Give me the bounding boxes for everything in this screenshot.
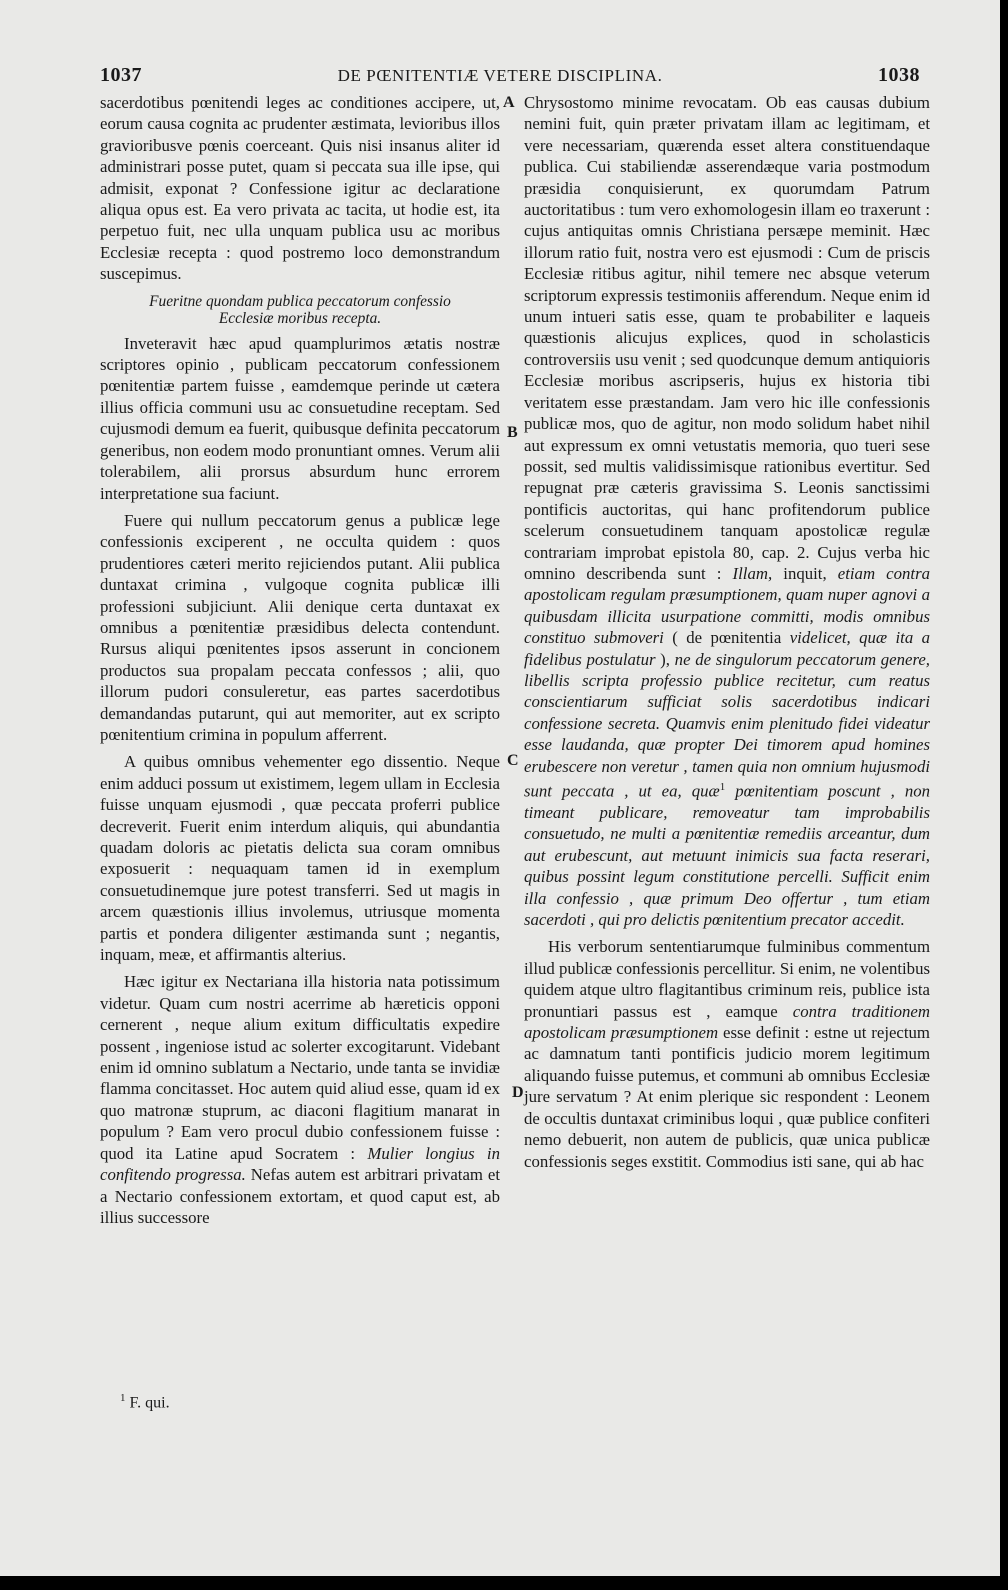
footnote-number: 1 <box>120 1392 126 1404</box>
right-paragraph-1 <box>524 92 930 930</box>
right-paragraph-2-part-b: esse definit : estne ut rejectum ac damnatum tanti pontificis judicio morem legitimum aliquando fuisse putemus, et communi ab omnibus Ecclesiæ jure servatum ? At enim plerique sic respondent : Leonem de occultis duntaxat criminibus loqui , quæ publice confiteri nemo debuerit, non autem de publicis, quæ unica publicæ confessionis seges exstitit. Commodius isti sane, qui ab hac <box>524 1023 930 1171</box>
footnote-ref: 1 <box>719 781 726 793</box>
right-column <box>524 92 930 1172</box>
margin-marker-b: B <box>507 424 518 441</box>
section-heading <box>100 293 500 327</box>
leo-quote-2: etiam contra apostolicam regulam præsumptionem, quam nuper agnovi a quibusdam illicita usurpatione committi, modis omnibus constituo submoveri <box>524 563 930 648</box>
leo-quote-1: Illam, <box>732 563 773 583</box>
socrates-quote: Mulier longius in confitendo progressa. <box>100 1143 500 1185</box>
leo-quote-5: pœnitentiam poscunt , non timeant publicare, removeatur tam improbabilis consuetudo, ne multi a pœnitentiæ remediis arceantur, dum aut erubescunt, aut metuunt inimicis sua facta reserari, quibus possint legum constitutione percelli. Sufficit enim illa confessio , quæ primum Deo offertur , tum etiam sacerdoti , qui pro delictis pœnitentium precator accedit. <box>524 781 931 930</box>
margin-marker-d: D <box>512 1084 524 1101</box>
section-heading-line-1: Fueritne quondam publica peccatorum confessio <box>149 292 451 310</box>
leo-quote-inquit: inquit, <box>772 563 838 583</box>
right-paragraph-2-part-a: His verborum sententiarumque fulminibus commentum illud publicæ confessionis percellitur. Si enim, ne volentibus quidem atque ultro flagitantibus criminum reis, publice ista pronuntiari passus est , eamque <box>524 937 930 1021</box>
running-title: DE PŒNITENTIÆ VETERE DISCIPLINA. <box>337 66 663 85</box>
right-paragraph-1-text: Chrysostomo minime revocatam. Ob eas causas dubium nemini fuit, quin præter privatam illam ac legitimam, et vere necessariam, quærenda esset altera constituendaque publica. Cui stabiliendæ asserendæque varia postmodum præsidia conquisierunt, ex quorumdam Patrum auctoritatibus : tum vero exhomologesin illam eo traxerunt : cujus antiquitas omnis Christiana persæpe meminit. Hæc illorum ratio fuit, nostra vero est ejusmodi : Cum de priscis Ecclesiæ ritibus agitur, nihil temere nec absque veterum scriptorum expressis testimoniis afferendum. Neque enim id unum intueri satis esse, quam te probabiliter e laqueis quæstionis alicujus explices, quod in scholasticis controversiis usu venit ; sed quodcunque demum antiquioris Ecclesiæ moribus ascripseris, hujus ex historia tibi veritatem esse præstandam. Jam vero hic ille confessionis publicæ mos, quo de agitur, non modo solidum habet nihil aut expressum ex omni vetustatis memoria, quo tueri sese possit, sed multis validissimisque rationibus evertitur. Sed repugnat præ cæteris gravissima S. Leonis sanctissimi pontificis auctoritas, qui hanc profitendorum publice scelerum consuetudinem tanquam apostolicæ regulæ contrariam improbat epistola 80, cap. 2. Cujus verba hic omnino describenda sunt : <box>524 93 930 583</box>
footnote <box>120 1392 170 1412</box>
running-header <box>0 62 1000 86</box>
page-number-right: 1038 <box>878 64 920 86</box>
left-paragraph-1: sacerdotibus pœnitendi leges ac conditiones accipere, ut, eorum causa cognita ac prudenter æstimata, levioribus illos gravioribusve pœnis coerceant. Quis nisi insanus aliter id administrari posse putet, quam si peccata sua ille ipse, qui admisit, exponat ? Confessione igitur ac declaratione aliqua opus est. Ea vero privata ac tacita, ut hodie est, ita perpetuo fuit, nec ulla unquam publica usu ac moribus Ecclesiæ recepta : quod postremo loco demonstrandum suscepimus. <box>100 93 500 284</box>
right-paragraph-2 <box>524 936 930 1171</box>
apostolic-tradition-phrase: contra traditionem apostolicam præsumptionem <box>524 1001 930 1043</box>
leo-quote-4: ne de singulorum peccatorum genere, libellis scripta professio publice recitetur, cum reatus conscientiarum sufficiat solis sacerdotibus indicari confessione secreta. Quamvis enim plenitudo fidei videatur esse laudanda, quæ propter Dei timorem apud homines erubescere non veretur , tamen quia non omnium hujusmodi sunt peccata , ut ea, quæ <box>524 649 931 801</box>
margin-marker-c: C <box>507 752 519 769</box>
leo-quote-3: videlicet, quæ ita a fidelibus postulatur <box>524 628 931 669</box>
leo-paren-open: ( de pœnitentia <box>663 628 790 648</box>
page-number-left: 1037 <box>100 64 142 86</box>
left-paragraph-5-part-a: Hæc igitur ex Nectariana illa historia nata potissimum videtur. Quam cum nostri acerrime ab hæreticis opponi cernerent , neque alium exitum difficultatis expedire possent , ingeniose istud ac solerter excogitarunt. Videbant enim id omnino sublatum a Nectario, unde tanta se invidiæ flamma concitasset. Hoc autem quid aliud esse, quam id ex quo matronæ stuprum, ac diaconi flagitium manarat in populum ? Eam vero procul dubio confessionem fuisse : quod ita Latine apud Socratem : <box>100 972 500 1163</box>
scan-border <box>0 1576 1008 1590</box>
left-paragraph-3: Fuere qui nullum peccatorum genus a publicæ lege confessionis exciperent , ne occulta quidem : quos prudentiores cæteri merito rejiciendos putant. Alii publica duntaxat crimina , vulgoque cognita publicæ illi professioni subjiciunt. Alii denique certa duntaxat ex omnibus a pœnitentiæ præsidibus delecta contendunt. Rursus aliqui pœnitentes ipsos asserunt in concionem productos sua propalam peccata confessos ; alii, quo illorum pudori consuleretur, eas partes sacerdotibus demandandas putarunt, qui aut memoriter, aut ex scripto pœnitentium crimina in populum afferrent. <box>100 510 500 744</box>
left-paragraph-4: A quibus omnibus vehementer ego dissentio. Neque enim adduci possum ut existimem, legem ullam in Ecclesia fuisse unquam ejusmodi , quæ peccata proferri publice decreverit. Fuerit enim interdum aliquis, qui abundantia quadam doloris ac pietatis delicta sua coram omnibus exposuerit : nequaquam tamen id in exemplum consuetudinemque jure potest transferri. Sed ut magis in arcem quæstionis illius involemus, utriusque momenta partis et pondera diligenter æstimanda sunt ; negantis, inquam, meæ, et affirmantis alterius. <box>100 752 500 965</box>
left-paragraph-5-part-b: Nefas autem est arbitrari privatam et a Nectario confessionem extortam, et quod caput est, ab illius successore <box>100 1165 500 1227</box>
margin-marker-a: A <box>503 94 515 111</box>
left-paragraph-2: Inveteravit hæc apud quamplurimos ætatis nostræ scriptores opinio , publicam peccatorum confessionem pœnitentiæ partem fuisse , eamdemque perinde ut cætera illius officia communi usu ac consuetudine receptam. Sed cujusmodi demum ea fuerit, quibusque definita peccatorum generibus, non eodem modo pronuntiant omnes. Verum alii tolerabilem, alii prorsus absurdum hunc errorem interpretatione sua faciunt. <box>100 333 500 503</box>
section-heading-line-2: Ecclesiæ moribus recepta. <box>218 309 382 327</box>
left-paragraph-5 <box>100 971 500 1228</box>
left-column <box>100 92 500 1228</box>
footnote-text: F. qui. <box>125 1394 170 1412</box>
leo-paren-close: ), <box>655 649 675 669</box>
